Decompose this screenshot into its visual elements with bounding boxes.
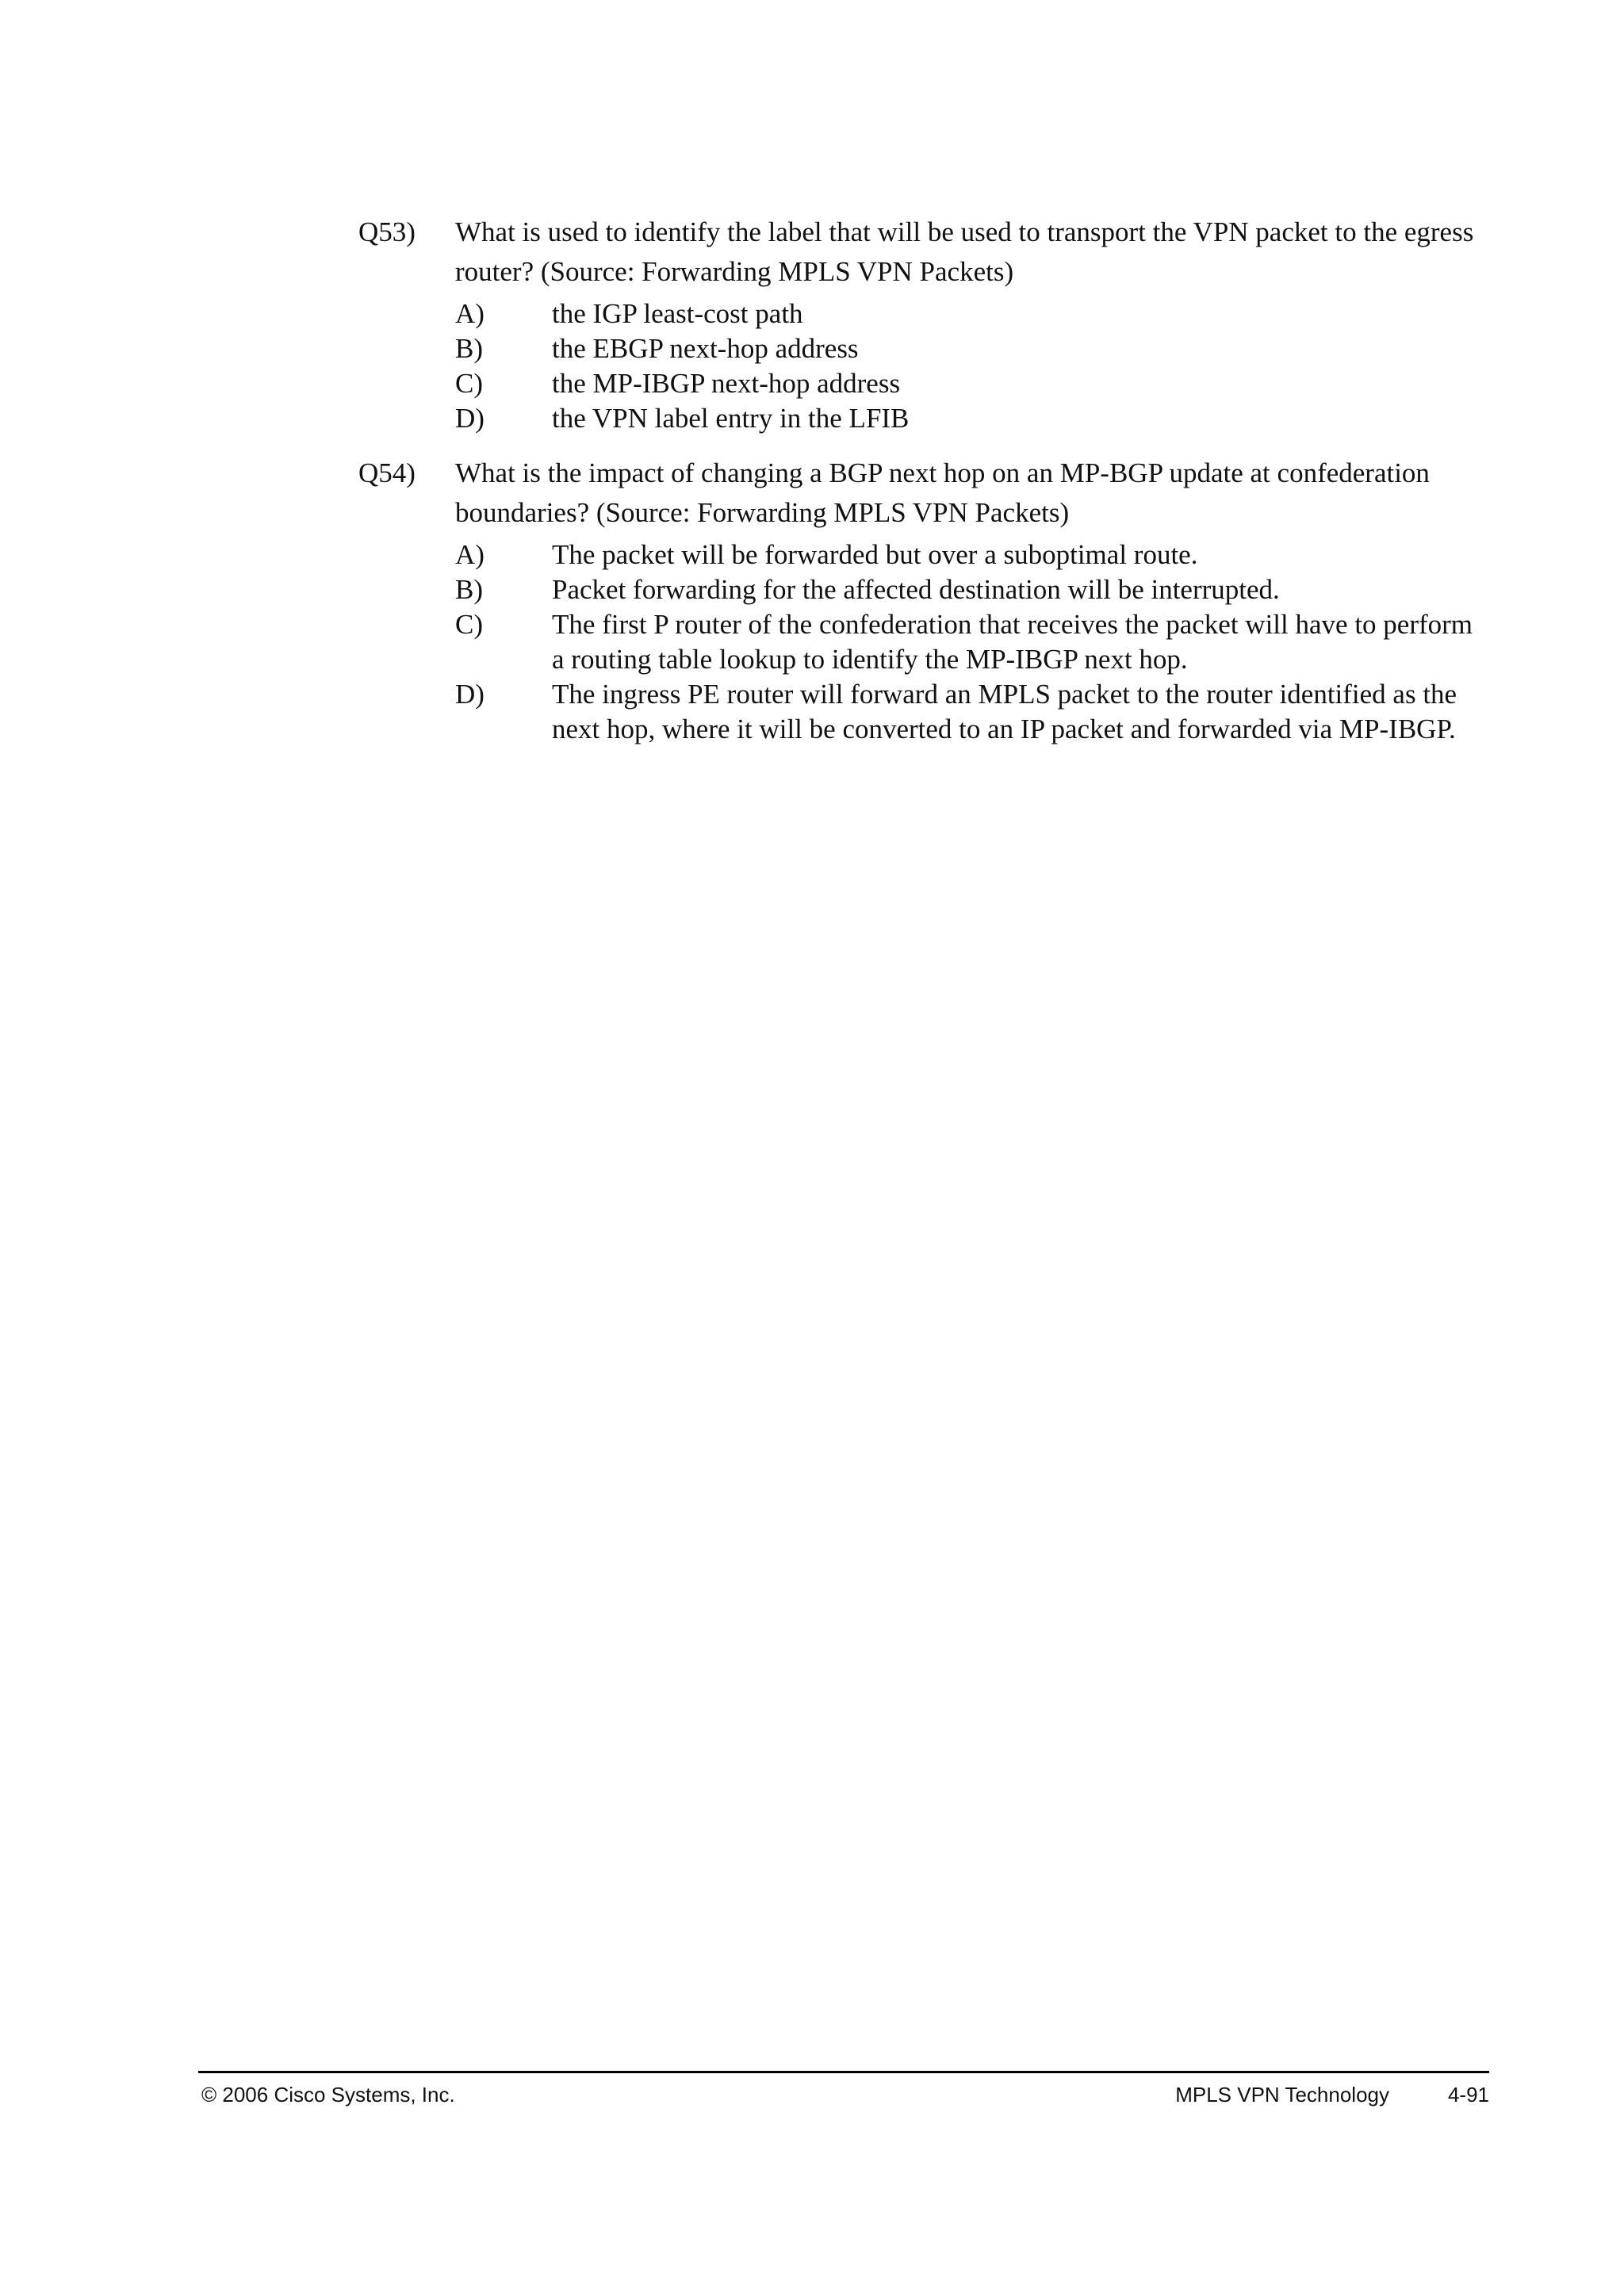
option-text: the IGP least-cost path <box>552 298 803 329</box>
question-text: What is used to identify the label that will be used to transport the VPN packet to the egress router? (Source: Forwarding MPLS VPN Packets) <box>455 216 1474 287</box>
question-q54 <box>358 453 1492 747</box>
answer-option <box>455 538 1492 572</box>
question-number: Q54) <box>358 457 416 488</box>
question-list <box>358 212 1492 763</box>
answer-option <box>455 607 1492 677</box>
answer-option <box>455 331 1492 366</box>
footer-course-title: MPLS VPN Technology <box>1175 2083 1389 2107</box>
option-text: The first P router of the confederation that receives the packet will have to perform a routing table lookup to identify the MP-IBGP next hop. <box>552 609 1473 675</box>
question-text: What is the impact of changing a BGP next hop on an MP-BGP update at confederation boundaries? (Source: Forwarding MPLS VPN Packets) <box>455 457 1430 528</box>
option-text: the MP-IBGP next-hop address <box>552 368 901 399</box>
option-text: The packet will be forwarded but over a suboptimal route. <box>552 539 1198 570</box>
option-letter: C) <box>455 368 483 399</box>
footer-copyright: © 2006 Cisco Systems, Inc. <box>201 2083 455 2107</box>
answer-option <box>455 572 1492 607</box>
option-text: Packet forwarding for the affected destination will be interrupted. <box>552 574 1280 605</box>
answer-option <box>455 401 1492 436</box>
option-letter: B) <box>455 333 483 364</box>
footer-divider <box>198 2071 1489 2073</box>
answer-options <box>455 297 1492 436</box>
answer-option <box>455 297 1492 331</box>
question-q53 <box>358 212 1492 436</box>
footer-page-number: 4-91 <box>1447 2083 1489 2107</box>
option-text: The ingress PE router will forward an MPLS packet to the router identified as the next hop, where it will be converted to an IP packet and forwarded via MP-IBGP. <box>552 679 1457 744</box>
option-letter: D) <box>455 679 485 710</box>
option-letter: D) <box>455 403 485 434</box>
option-letter: C) <box>455 609 483 640</box>
answer-options <box>455 538 1492 747</box>
option-letter: A) <box>455 539 485 570</box>
page-footer <box>198 2080 1489 2112</box>
option-letter: A) <box>455 298 485 329</box>
option-text: the VPN label entry in the LFIB <box>552 403 910 434</box>
option-letter: B) <box>455 574 483 605</box>
answer-option <box>455 677 1492 747</box>
question-number: Q53) <box>358 216 416 247</box>
option-text: the EBGP next-hop address <box>552 333 859 364</box>
answer-option <box>455 366 1492 401</box>
